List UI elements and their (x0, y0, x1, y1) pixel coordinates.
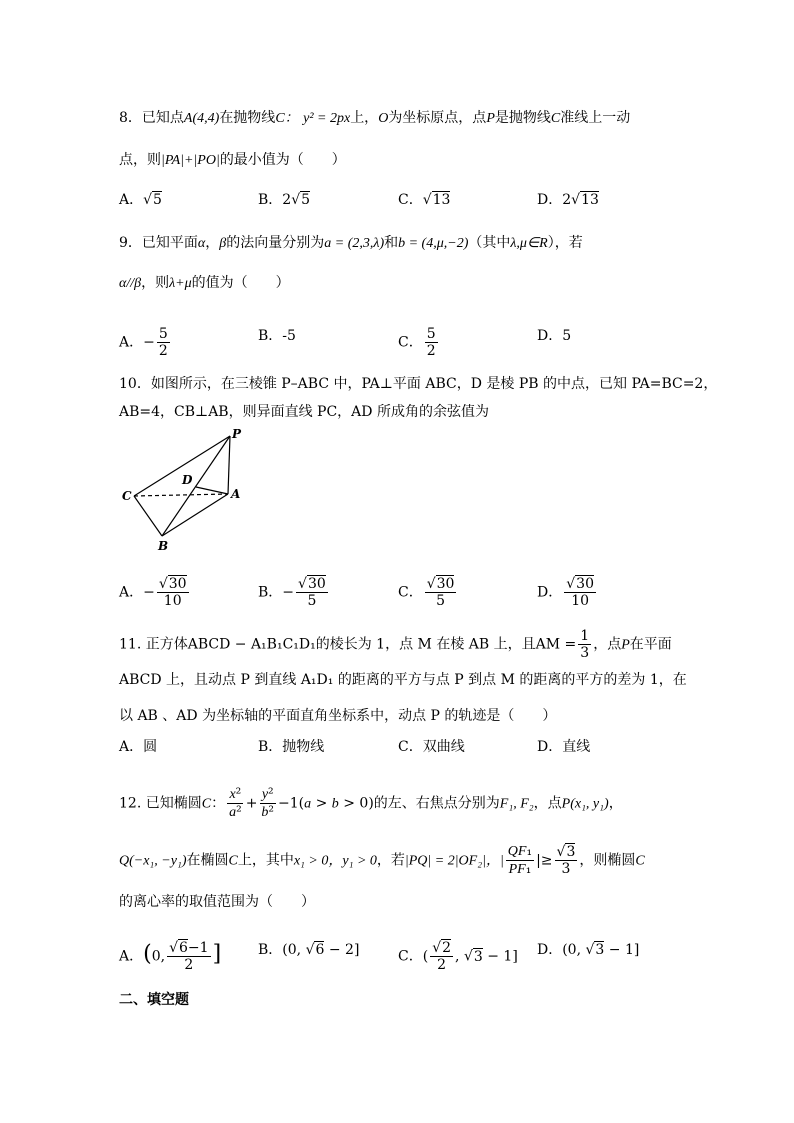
q10-line2: AB=4，CB⊥AB，则异面直线 PC，AD 所成角的余弦值为 (119, 404, 489, 420)
q9-option-a: A．− $\frac{5}{2}$ (119, 326, 168, 359)
q11-option-b: B．抛物线 (258, 739, 325, 755)
q9-line2: α//β，则λ+μ的值为（ ） (119, 275, 290, 291)
edge-ad (196, 487, 228, 494)
edge-ca-hidden (134, 494, 228, 496)
edge-cb (134, 496, 162, 536)
q10-option-a: A．− $\frac{√30}{10}$ (119, 576, 187, 609)
q12-line2: Q(−x₁, −y₁)在椭圆C上，其中x₁ > 0，y₁ > 0，若|PQ| = 2|OF₂|，| $\frac{\text{QF₁}}{\text{PF₁}}$ |≥ $\frac{√3}{3}$ ，则椭圆C (119, 843, 645, 877)
q12-line3: 的离心率的取值范围为（ ） (119, 894, 315, 910)
q11-option-c: C．双曲线 (398, 739, 465, 755)
q11-line3: 以 AB 、AD 为坐标轴的平面直角坐标系中，动点 P 的轨迹是（ ） (119, 708, 557, 724)
q12-option-b: B．(0, √6 − 2] (258, 942, 360, 958)
q9-option-c: C． $\frac{5}{2}$ (398, 326, 436, 359)
q11-option-d: D．直线 (537, 739, 591, 755)
pyramid-figure (118, 428, 258, 556)
q12-option-a: A．(0, $\frac{√6-1}{2}$ ] (119, 940, 222, 973)
q10-option-c: C． $\frac{√30}{5}$ (398, 576, 455, 609)
section-heading: 二、填空题 (119, 992, 189, 1008)
q8-line1: 8．已知点A(4,4)在抛物线C： y² = 2px上，O为坐标原点，点P是抛物线C准线上一动 (119, 110, 631, 126)
edge-pa (228, 436, 230, 494)
q10-option-b: B．− $\frac{√30}{5}$ (258, 576, 326, 609)
q12-option-c: C．( $\frac{√2}{2}$ , √3 − 1] (398, 940, 518, 973)
q12-line1: 12. 已知椭圆C： $\frac{\text{x²}}{\text{a²}}$ + $\frac{\text{y²}}{\text{b²}}$ −1(a > b > 0)的左、右焦点分别为F₁, F₂，点P(x₁, y₁)， (119, 786, 623, 820)
q11-option-a: A．圆 (119, 739, 158, 755)
q8-line2: 点，则|PA|+|PO|的最小值为（ ） (119, 152, 346, 168)
q9-option-d: D．5 (537, 328, 572, 344)
label-b: B (158, 539, 169, 553)
q11-line2: ABCD 上，且动点 P 到直线 A₁D₁ 的距离的平方与点 P 到点 M 的距离的平方的差为 1，在 (119, 672, 687, 688)
edge-pc (134, 436, 230, 496)
q8-option-d: D．2√13 (537, 192, 599, 208)
q9-line1: 9．已知平面α，β的法向量分别为a = (2,3,λ)和b = (4,μ,−2)（其中λ,μ∈R），若 (119, 235, 583, 251)
q8-option-a: A．√5 (119, 192, 162, 208)
label-a: A (231, 487, 241, 501)
label-c: C (122, 489, 132, 503)
q8-option-c: C．√13 (398, 192, 451, 208)
q9-option-b: B．-5 (258, 328, 296, 344)
edge-pb (162, 436, 230, 536)
q11-line1: 11. 正方体ABCD − A₁B₁C₁D₁的棱长为 1，点 M 在棱 AB 上，且AM = $\frac{1}{3}$ ，点P在平面 (119, 628, 672, 661)
q10-option-d: D． $\frac{√30}{10}$ (537, 576, 594, 609)
label-p: P (232, 428, 242, 441)
q12-option-d: D．(0, √3 − 1] (537, 942, 640, 958)
q8-option-b: B．2√5 (258, 192, 311, 208)
q10-line1: 10．如图所示，在三棱锥 P–ABC 中，PA⊥平面 ABC，D 是棱 PB 的中点，已知 PA=BC=2， (119, 376, 718, 392)
edge-ab (162, 494, 228, 536)
label-d: D (182, 473, 193, 487)
